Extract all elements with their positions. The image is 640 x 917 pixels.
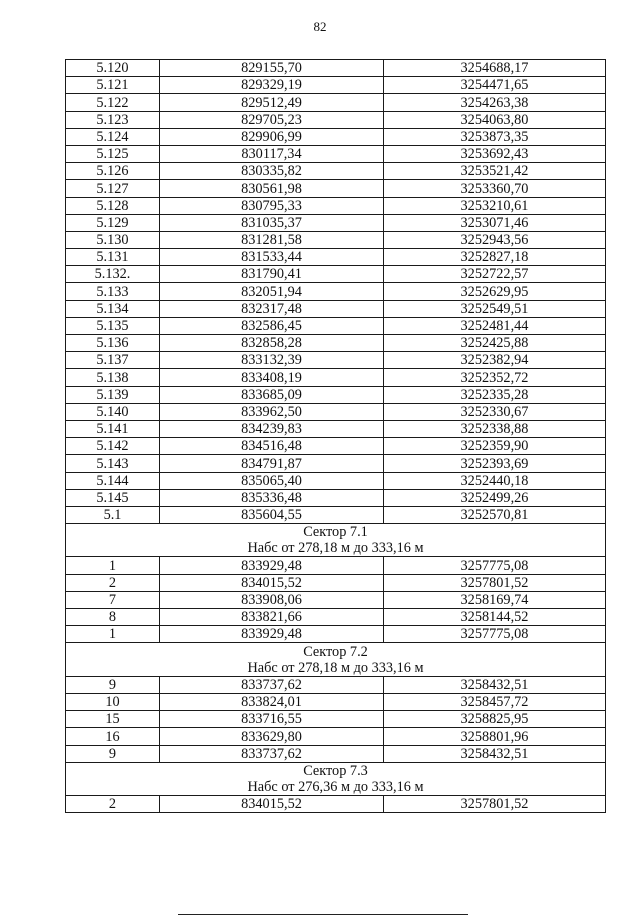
- point-number-cell: 10: [66, 693, 160, 710]
- table-row: [66, 626, 606, 643]
- y-coordinate-cell: 3258457,72: [384, 693, 606, 710]
- sector-height-range: Набс от 278,18 м до 333,16 м: [66, 660, 606, 677]
- point-number-cell: 5.133: [66, 283, 160, 300]
- table-row: [66, 77, 606, 94]
- point-number-cell: 5.1: [66, 506, 160, 523]
- table-row: [66, 369, 606, 386]
- x-coordinate-cell: 835065,40: [160, 472, 384, 489]
- sector-height-row: [66, 779, 606, 796]
- x-coordinate-cell: 835336,48: [160, 489, 384, 506]
- y-coordinate-cell: 3252335,28: [384, 386, 606, 403]
- point-number-cell: 5.120: [66, 60, 160, 77]
- y-coordinate-cell: 3258825,95: [384, 711, 606, 728]
- point-number-cell: 5.145: [66, 489, 160, 506]
- x-coordinate-cell: 833716,55: [160, 711, 384, 728]
- table-row: [66, 386, 606, 403]
- sector-title: Сектор 7.1: [66, 524, 606, 541]
- y-coordinate-cell: 3254471,65: [384, 77, 606, 94]
- y-coordinate-cell: 3252352,72: [384, 369, 606, 386]
- table-row: [66, 796, 606, 813]
- x-coordinate-cell: 833908,06: [160, 591, 384, 608]
- y-coordinate-cell: 3252629,95: [384, 283, 606, 300]
- table-row: [66, 335, 606, 352]
- point-number-cell: 5.134: [66, 300, 160, 317]
- table-row: [66, 745, 606, 762]
- table-row: [66, 180, 606, 197]
- table-row: [66, 317, 606, 334]
- x-coordinate-cell: 829906,99: [160, 128, 384, 145]
- x-coordinate-cell: 833929,48: [160, 557, 384, 574]
- y-coordinate-cell: 3257801,52: [384, 796, 606, 813]
- point-number-cell: 5.139: [66, 386, 160, 403]
- sector-title-row: [66, 643, 606, 660]
- point-number-cell: 1: [66, 626, 160, 643]
- point-number-cell: 5.129: [66, 214, 160, 231]
- point-number-cell: 5.122: [66, 94, 160, 111]
- x-coordinate-cell: 829512,49: [160, 94, 384, 111]
- table-row: [66, 128, 606, 145]
- y-coordinate-cell: 3252330,67: [384, 403, 606, 420]
- point-number-cell: 5.141: [66, 420, 160, 437]
- table-row: [66, 60, 606, 77]
- x-coordinate-cell: 833629,80: [160, 728, 384, 745]
- point-number-cell: 5.126: [66, 163, 160, 180]
- x-coordinate-cell: 830335,82: [160, 163, 384, 180]
- table-row: [66, 420, 606, 437]
- y-coordinate-cell: 3252549,51: [384, 300, 606, 317]
- point-number-cell: 5.143: [66, 455, 160, 472]
- table-row: [66, 711, 606, 728]
- x-coordinate-cell: 834015,52: [160, 574, 384, 591]
- point-number-cell: 5.130: [66, 231, 160, 248]
- x-coordinate-cell: 835604,55: [160, 506, 384, 523]
- x-coordinate-cell: 833737,62: [160, 745, 384, 762]
- y-coordinate-cell: 3253521,42: [384, 163, 606, 180]
- table-row: [66, 728, 606, 745]
- point-number-cell: 5.131: [66, 249, 160, 266]
- table-row: [66, 693, 606, 710]
- x-coordinate-cell: 829155,70: [160, 60, 384, 77]
- x-coordinate-cell: 830795,33: [160, 197, 384, 214]
- table-row: [66, 145, 606, 162]
- table-row: [66, 231, 606, 248]
- y-coordinate-cell: 3252827,18: [384, 249, 606, 266]
- x-coordinate-cell: 833962,50: [160, 403, 384, 420]
- point-number-cell: 5.127: [66, 180, 160, 197]
- y-coordinate-cell: 3258801,96: [384, 728, 606, 745]
- page-number: 82: [313, 19, 327, 34]
- table-row: [66, 574, 606, 591]
- y-coordinate-cell: 3253071,46: [384, 214, 606, 231]
- point-number-cell: 5.124: [66, 128, 160, 145]
- table-row: [66, 111, 606, 128]
- table-row: [66, 438, 606, 455]
- x-coordinate-cell: 832317,48: [160, 300, 384, 317]
- point-number-cell: 5.123: [66, 111, 160, 128]
- table-row: [66, 455, 606, 472]
- x-coordinate-cell: 833824,01: [160, 693, 384, 710]
- y-coordinate-cell: 3254263,38: [384, 94, 606, 111]
- table-row: [66, 283, 606, 300]
- point-number-cell: 2: [66, 574, 160, 591]
- x-coordinate-cell: 830561,98: [160, 180, 384, 197]
- sector-height-row: [66, 660, 606, 677]
- x-coordinate-cell: 831035,37: [160, 214, 384, 231]
- x-coordinate-cell: 834015,52: [160, 796, 384, 813]
- point-number-cell: 5.138: [66, 369, 160, 386]
- y-coordinate-cell: 3252499,26: [384, 489, 606, 506]
- point-number-cell: 9: [66, 745, 160, 762]
- point-number-cell: 15: [66, 711, 160, 728]
- table-row: [66, 676, 606, 693]
- x-coordinate-cell: 833408,19: [160, 369, 384, 386]
- y-coordinate-cell: 3253360,70: [384, 180, 606, 197]
- coordinates-table: [65, 59, 606, 813]
- table-row: [66, 472, 606, 489]
- y-coordinate-cell: 3258169,74: [384, 591, 606, 608]
- y-coordinate-cell: 3252440,18: [384, 472, 606, 489]
- point-number-cell: 1: [66, 557, 160, 574]
- x-coordinate-cell: 833132,39: [160, 352, 384, 369]
- y-coordinate-cell: 3252425,88: [384, 335, 606, 352]
- y-coordinate-cell: 3252722,57: [384, 266, 606, 283]
- y-coordinate-cell: 3257775,08: [384, 557, 606, 574]
- x-coordinate-cell: 834516,48: [160, 438, 384, 455]
- x-coordinate-cell: 834791,87: [160, 455, 384, 472]
- table-row: [66, 249, 606, 266]
- x-coordinate-cell: 831533,44: [160, 249, 384, 266]
- table-row: [66, 94, 606, 111]
- point-number-cell: 5.144: [66, 472, 160, 489]
- point-number-cell: 7: [66, 591, 160, 608]
- table-row: [66, 489, 606, 506]
- sector-height-range: Набс от 276,36 м до 333,16 м: [66, 779, 606, 796]
- table-row: [66, 197, 606, 214]
- sector-title-row: [66, 762, 606, 779]
- point-number-cell: 5.136: [66, 335, 160, 352]
- table-row: [66, 609, 606, 626]
- point-number-cell: 5.125: [66, 145, 160, 162]
- x-coordinate-cell: 833685,09: [160, 386, 384, 403]
- y-coordinate-cell: 3253692,43: [384, 145, 606, 162]
- y-coordinate-cell: 3257775,08: [384, 626, 606, 643]
- y-coordinate-cell: 3252570,81: [384, 506, 606, 523]
- table-row: [66, 352, 606, 369]
- x-coordinate-cell: 829705,23: [160, 111, 384, 128]
- point-number-cell: 5.121: [66, 77, 160, 94]
- point-number-cell: 5.135: [66, 317, 160, 334]
- page-bottom-rule: [178, 914, 468, 915]
- y-coordinate-cell: 3252481,44: [384, 317, 606, 334]
- point-number-cell: 16: [66, 728, 160, 745]
- point-number-cell: 8: [66, 609, 160, 626]
- x-coordinate-cell: 833821,66: [160, 609, 384, 626]
- point-number-cell: 9: [66, 676, 160, 693]
- y-coordinate-cell: 3253873,35: [384, 128, 606, 145]
- table-row: [66, 163, 606, 180]
- x-coordinate-cell: 829329,19: [160, 77, 384, 94]
- point-number-cell: 5.142: [66, 438, 160, 455]
- point-number-cell: 5.140: [66, 403, 160, 420]
- table-row: [66, 403, 606, 420]
- x-coordinate-cell: 832051,94: [160, 283, 384, 300]
- table-row: [66, 214, 606, 231]
- x-coordinate-cell: 832858,28: [160, 335, 384, 352]
- x-coordinate-cell: 832586,45: [160, 317, 384, 334]
- x-coordinate-cell: 831281,58: [160, 231, 384, 248]
- x-coordinate-cell: 830117,34: [160, 145, 384, 162]
- point-number-cell: 5.132.: [66, 266, 160, 283]
- y-coordinate-cell: 3258432,51: [384, 745, 606, 762]
- y-coordinate-cell: 3252382,94: [384, 352, 606, 369]
- point-number-cell: 2: [66, 796, 160, 813]
- y-coordinate-cell: 3254688,17: [384, 60, 606, 77]
- sector-title: Сектор 7.2: [66, 643, 606, 660]
- y-coordinate-cell: 3253210,61: [384, 197, 606, 214]
- y-coordinate-cell: 3258144,52: [384, 609, 606, 626]
- x-coordinate-cell: 833929,48: [160, 626, 384, 643]
- x-coordinate-cell: 833737,62: [160, 676, 384, 693]
- x-coordinate-cell: 831790,41: [160, 266, 384, 283]
- table-row: [66, 266, 606, 283]
- y-coordinate-cell: 3252393,69: [384, 455, 606, 472]
- y-coordinate-cell: 3252943,56: [384, 231, 606, 248]
- y-coordinate-cell: 3258432,51: [384, 676, 606, 693]
- point-number-cell: 5.128: [66, 197, 160, 214]
- y-coordinate-cell: 3252338,88: [384, 420, 606, 437]
- table-row: [66, 506, 606, 523]
- y-coordinate-cell: 3252359,90: [384, 438, 606, 455]
- table-row: [66, 557, 606, 574]
- x-coordinate-cell: 834239,83: [160, 420, 384, 437]
- sector-height-range: Набс от 278,18 м до 333,16 м: [66, 540, 606, 557]
- y-coordinate-cell: 3254063,80: [384, 111, 606, 128]
- y-coordinate-cell: 3257801,52: [384, 574, 606, 591]
- sector-title-row: [66, 524, 606, 541]
- table-row: [66, 300, 606, 317]
- point-number-cell: 5.137: [66, 352, 160, 369]
- sector-height-row: [66, 540, 606, 557]
- table-row: [66, 591, 606, 608]
- sector-title: Сектор 7.3: [66, 762, 606, 779]
